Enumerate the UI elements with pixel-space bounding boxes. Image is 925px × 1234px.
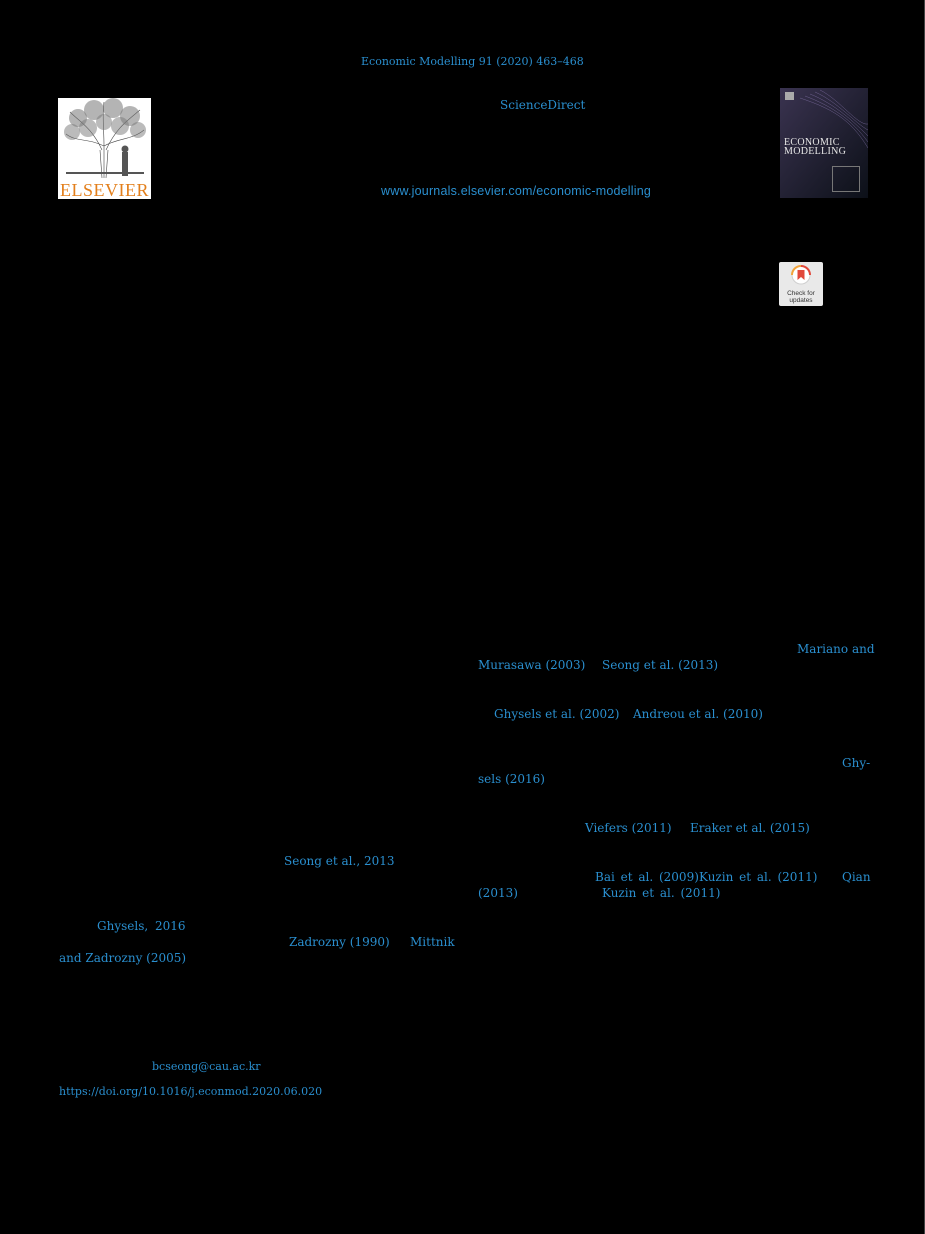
citation-link[interactable]: Mariano and — [797, 642, 875, 656]
cover-title-line2: MODELLING — [784, 146, 847, 157]
citation-link[interactable]: Ghy- — [842, 756, 871, 770]
citation-link[interactable]: Kuzin et al. (2011) — [602, 886, 721, 900]
elsevier-wordmark: ELSEVIER — [60, 180, 149, 199]
citation-link[interactable]: Ghysels, 2016 — [97, 919, 186, 933]
citation-link[interactable]: Murasawa (2003) — [478, 658, 586, 672]
check-for-updates-badge[interactable] — [779, 262, 823, 306]
citation-link[interactable]: Ghysels et al. (2002) — [494, 707, 620, 721]
citation-link[interactable]: and Zadrozny (2005) — [59, 951, 187, 965]
cover-publisher-logo — [785, 92, 794, 100]
citation-link[interactable]: sels (2016) — [478, 772, 545, 786]
doi-link[interactable]: https://doi.org/10.1016/j.econmod.2020.06.020 — [59, 1085, 323, 1098]
citation-link[interactable]: Zadrozny (1990) — [289, 935, 390, 949]
citation-link[interactable]: Seong et al., 2013 — [284, 854, 395, 868]
check-for-updates-label — [779, 290, 823, 304]
citation-link[interactable]: Viefers (2011) — [585, 821, 672, 835]
cover-title-line1: ECONOMIC — [784, 137, 840, 148]
bookmark-update-icon — [791, 265, 811, 287]
journal-homepage-link[interactable]: www.journals.elsevier.com/economic-modelling — [381, 184, 652, 198]
citation-link[interactable]: Kuzin et al. (2011) — [699, 870, 818, 884]
journal-cover-thumbnail[interactable] — [780, 88, 868, 198]
journal-citation-link[interactable]: Economic Modelling 91 (2020) 463–468 — [361, 55, 584, 68]
citation-link[interactable]: Andreou et al. (2010) — [633, 707, 763, 721]
citation-link[interactable]: Eraker et al. (2015) — [690, 821, 810, 835]
author-email-link[interactable]: bcseong@cau.ac.kr — [152, 1060, 261, 1073]
sciencedirect-link[interactable]: ScienceDirect — [500, 98, 586, 112]
citation-link[interactable]: Bai et al. (2009) — [595, 870, 699, 884]
citation-link[interactable]: Seong et al. (2013) — [602, 658, 719, 672]
elsevier-logo — [58, 98, 151, 199]
citation-link[interactable]: Mittnik — [410, 935, 455, 949]
cover-contents-box — [832, 166, 860, 192]
badge-line2: updates — [789, 297, 813, 304]
citation-link[interactable]: (2013) — [478, 886, 518, 900]
cover-title — [784, 138, 868, 156]
citation-link[interactable]: Qian — [842, 870, 871, 884]
badge-line1: Check for — [787, 290, 815, 297]
tree-illustration-icon — [58, 98, 151, 182]
